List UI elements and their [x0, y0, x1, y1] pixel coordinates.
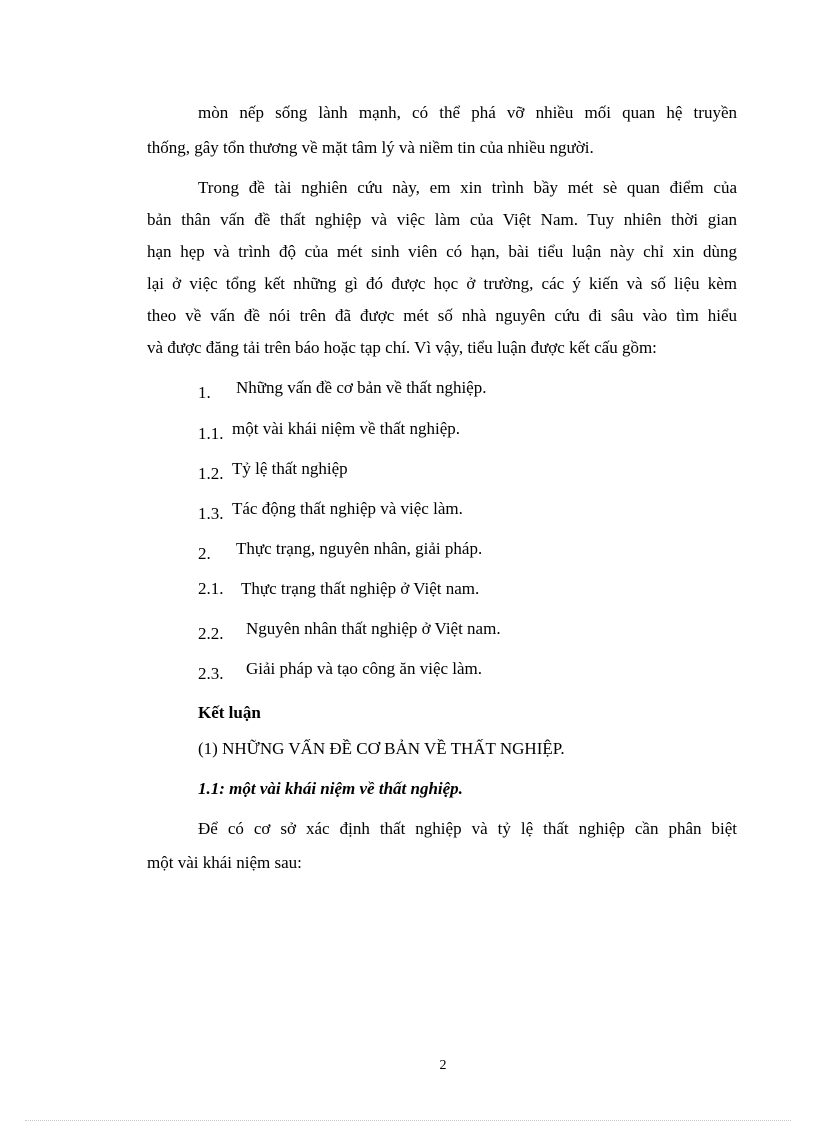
paragraph-3-line-1: Để có cơ sở xác định thất nghiệp và tỷ lệ thất nghiệp cần phân biệt: [198, 819, 737, 838]
section-heading: (1) NHỮNG VẤN ĐỀ CƠ BẢN VỀ THẤT NGHIỆP.: [198, 739, 565, 758]
outline-item-number: 2.3.: [198, 664, 224, 683]
outline-item-number: 1.1.: [198, 424, 224, 443]
page-number: 2: [439, 1058, 447, 1073]
paragraph-2-line-2: bản thân vấn đề thất nghiệp và việc làm của Việt Nam. Tuy nhiên thời gian: [147, 210, 737, 229]
paragraph-2-line-3: hạn hẹp và trình độ của mét sinh viên có hạn, bài tiểu luận này chỉ xin dùng: [147, 242, 737, 261]
outline-item-text: Tỷ lệ thất nghiệp: [232, 459, 348, 478]
outline-item-text: một vài khái niệm về thất nghiệp.: [232, 419, 461, 438]
outline-item-number: 1.: [198, 383, 211, 402]
outline-item-text: Nguyên nhân thất nghiệp ở Việt nam.: [246, 619, 501, 638]
outline-item-number: 2.: [198, 544, 211, 563]
outline-item-text: Giải pháp và tạo công ăn việc làm.: [246, 659, 483, 678]
paragraph-3-line-2: một vài khái niệm sau:: [147, 853, 302, 872]
page-boundary: [25, 1120, 791, 1121]
outline-item-number: 1.3.: [198, 504, 224, 523]
paragraph-2-line-1: Trong đề tài nghiên cứu này, em xin trình bầy mét sè quan điểm của: [198, 178, 737, 197]
outline-item-text: Thực trạng, nguyên nhân, giải pháp.: [236, 539, 483, 558]
outline-item-text: Tác động thất nghiệp và việc làm.: [232, 499, 463, 518]
paragraph-1-line-1: mòn nếp sống lành mạnh, có thể phá vỡ nhiều mối quan hệ truyền: [198, 103, 737, 122]
outline-item-text: Thực trạng thất nghiệp ở Việt nam.: [241, 579, 480, 598]
paragraph-1-line-2: thống, gây tổn thương về mặt tâm lý và niềm tin của nhiều người.: [147, 138, 594, 157]
paragraph-2-line-5: theo về vấn đề nói trên đã được mét số nhà nguyên cứu đi sâu vào tìm hiểu: [147, 306, 737, 325]
subsection-heading: 1.1: một vài khái niệm về thất nghiệp.: [198, 779, 463, 798]
paragraph-2-line-4: lại ở việc tổng kết những gì đó được học ở trường, các ý kiến và số liệu kèm: [147, 274, 737, 293]
conclusion-label: Kết luận: [198, 703, 261, 722]
outline-item-number: 2.1.: [198, 579, 224, 598]
outline-item-number: 1.2.: [198, 464, 224, 483]
outline-item-number: 2.2.: [198, 624, 224, 643]
paragraph-2-line-6: và được đăng tải trên báo hoặc tạp chí. Vì vậy, tiểu luận được kết cấu gồm:: [147, 338, 657, 357]
outline-item-text: Những vấn đề cơ bản về thất nghiệp.: [236, 378, 487, 397]
